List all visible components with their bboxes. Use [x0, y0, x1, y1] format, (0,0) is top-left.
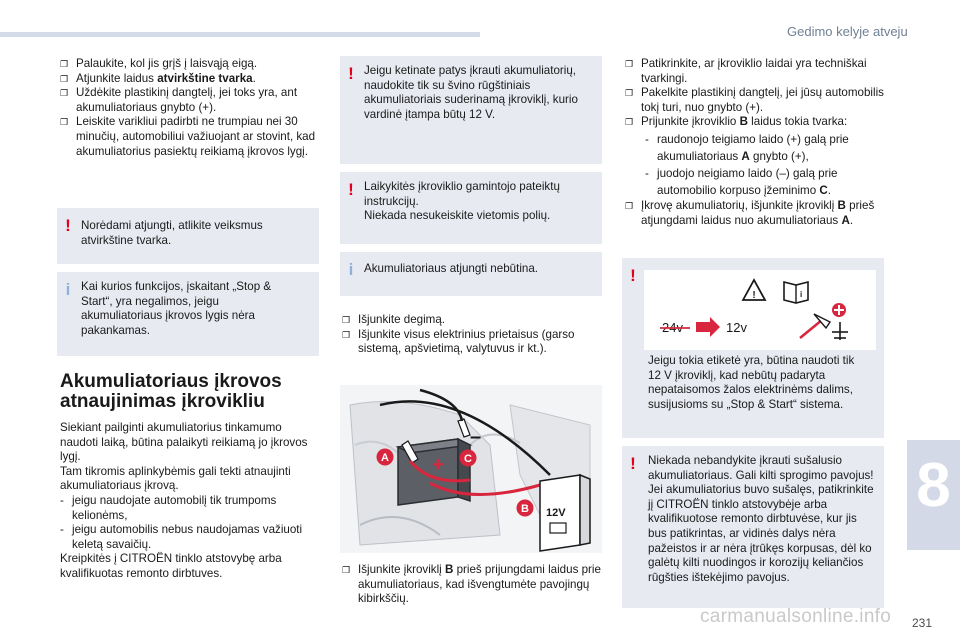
- warning-box: [622, 446, 884, 608]
- svg-text:A: A: [381, 452, 389, 464]
- col1-body: [60, 421, 320, 582]
- col3-steps: [625, 57, 887, 228]
- list-item: ❐ Pakelkite plastikinį dangtelį, jei jūsų automobilis tokį turi, nuo gnybto (+).: [625, 86, 884, 114]
- battery-charging-illustration: [340, 385, 602, 553]
- list-item: ❐ Išjunkite visus elektrinius prietaisus (garso sistemą, apšvietimą, valytuvus ir kt.).: [342, 327, 575, 356]
- list-item: ❐ Patikrinkite, ar įkroviklio laidai yra techniškai tvarkingi.: [625, 57, 867, 85]
- label-warning-text: Jeigu tokia etiketė yra, būtina naudoti tik 12 V įkroviklį, kad nebūtų padaryta nepataisomos žalos elektrinėms dalims, susijusioms su „Stop & Start“ sistema.: [648, 354, 855, 411]
- list-item: ❐ Prijunkite įkroviklio B laidus tokia tvarka:: [625, 115, 848, 129]
- list-item: ❐ Išjunkite įkroviklį B prieš prijungdami laidus prie akumuliatoriaus, kad išvengtumėte pavojingų kibirkščių.: [342, 563, 601, 606]
- col2-bottom-step: [342, 563, 604, 607]
- label-warning-box: [622, 258, 884, 438]
- warning-icon: !: [630, 454, 636, 473]
- watermark: carmanualsonline.info: [700, 606, 892, 627]
- info-box: [57, 272, 319, 356]
- svg-text:B: B: [521, 503, 529, 515]
- list-item: - jeigu automobilis nebus naudojamas važiuoti keletą savaičių.: [60, 523, 303, 551]
- info-icon: i: [348, 260, 354, 279]
- chapter-tab: [907, 440, 960, 550]
- info-box: [340, 252, 602, 296]
- warning-box: [340, 56, 602, 164]
- col2-steps: [342, 313, 604, 357]
- list-item: ❐ Išjunkite degimą.: [342, 313, 445, 326]
- warning-icon: !: [348, 180, 354, 199]
- list-item: ❐ Leiskite varikliui padirbti ne trumpiau nei 30 minučių, automobiliui važiuojant ar stovint, kad akumuliatorius pasiektų reikiamą įkrovos lygį.: [60, 115, 316, 158]
- info-text: Akumuliatoriaus atjungti nebūtina.: [364, 262, 539, 275]
- warning-icon: !: [348, 64, 354, 83]
- plus-icon: +: [432, 454, 444, 476]
- svg-text:i: i: [800, 290, 803, 299]
- voltage-12v: 12v: [726, 320, 747, 335]
- col1-steps: [60, 57, 320, 159]
- charger-voltage-label: 12V: [546, 507, 566, 519]
- list-item: - raudonojo teigiamo laido (+) galą prie akumuliatoriaus A gnybto (+),: [645, 132, 849, 163]
- list-item: ❐ Palaukite, kol jis grįš į laisvąją eigą.: [60, 57, 258, 70]
- body-paragraph: Siekiant pailginti akumuliatorius tinkamumo naudoti laiką, būtina palaikyti reikiamą jo įkrovos lygį.: [60, 421, 308, 464]
- marker-a: [377, 449, 394, 466]
- charger-label-illustration: [644, 270, 876, 350]
- list-item: ❐ Uždėkite plastikinį dangtelį, jei toks yra, ant akumuliatoriaus gnybto (+).: [60, 86, 298, 114]
- dash-list: [30, 494, 320, 552]
- warning-box: [340, 172, 602, 244]
- warning-icon: !: [65, 216, 71, 235]
- warning-text: Niekada nebandykite įkrauti sušalusio akumuliatoriaus. Gali kilti sprogimo pavojus! Jei akumuliatorius buvo sušalęs, patikrinkite jį CITROËN tinklo atstovybėje arba kvalifikuotose remonto dirbtuvėse, kur jis bus patikrintas, ar vidinės dalys nėra pažeistos ir ar nėra įtrūkęs korpusas, dėl ko galėtų kilti nuodingos ir korozijų keliančios rūgšties ištekėjimo pavojus.: [648, 454, 874, 584]
- section-title: Gedimo kelyje atveju: [787, 24, 908, 39]
- section-heading: Akumuliatoriaus įkrovos atnaujinimas įkrovikliu: [60, 371, 282, 412]
- page-number: 231: [912, 616, 933, 630]
- body-paragraph: Kreipkitės į CITROËN tinklo atstovybę arba kvalifikuotas remonto dirbtuves.: [60, 552, 282, 580]
- warning-text: Laikykitės įkroviklio gamintojo pateiktų instrukcijų. Niekada nesukeiskite vietomis polių.: [364, 180, 560, 223]
- info-text: Kai kurios funkcijos, įskaitant „Stop & Start“, yra negalimos, jeigu akumuliatoriaus įkrovos lygis nėra pakankamas.: [81, 280, 272, 337]
- chapter-number: 8: [916, 451, 951, 520]
- charger-unit: [540, 475, 590, 551]
- marker-c: [460, 450, 477, 467]
- marker-b: [517, 500, 534, 517]
- warning-box: [57, 208, 319, 264]
- list-item: - jeigu naudojate automobilį tik trumpoms kelionėms,: [60, 493, 277, 522]
- list-item: - juodojo neigiamo laido (–) galą prie automobilio korpuso įžeminimo C.: [645, 166, 838, 197]
- svg-text:!: !: [752, 290, 756, 301]
- svg-text:C: C: [464, 453, 472, 465]
- list-item: ❐ Atjunkite laidus atvirkštine tvarka.: [60, 71, 256, 85]
- body-paragraph: Tam tikromis aplinkybėmis gali tekti atnaujinti akumuliatoriaus įkrovą.: [60, 464, 291, 493]
- minus-icon: –: [470, 426, 482, 448]
- list-item: ❐ Įkrovę akumuliatorių, išjunkite įkroviklį B prieš atjungdami laidus nuo akumuliatoriaus A.: [625, 198, 875, 227]
- svg-text:24v: 24v: [662, 320, 683, 335]
- warning-text: Jeigu ketinate patys įkrauti akumuliatorių, naudokite tik su švino rūgštiniais akumuliatoriais suderinamą įkroviklį, kurio vardinė įtampa būtų 12 V.: [364, 64, 578, 121]
- warning-icon: !: [630, 266, 636, 285]
- header-bar: [0, 32, 480, 37]
- warning-text: Norėdami atjungti, atlikite veiksmus atvirkštine tvarka.: [81, 219, 263, 247]
- info-icon: i: [65, 280, 71, 299]
